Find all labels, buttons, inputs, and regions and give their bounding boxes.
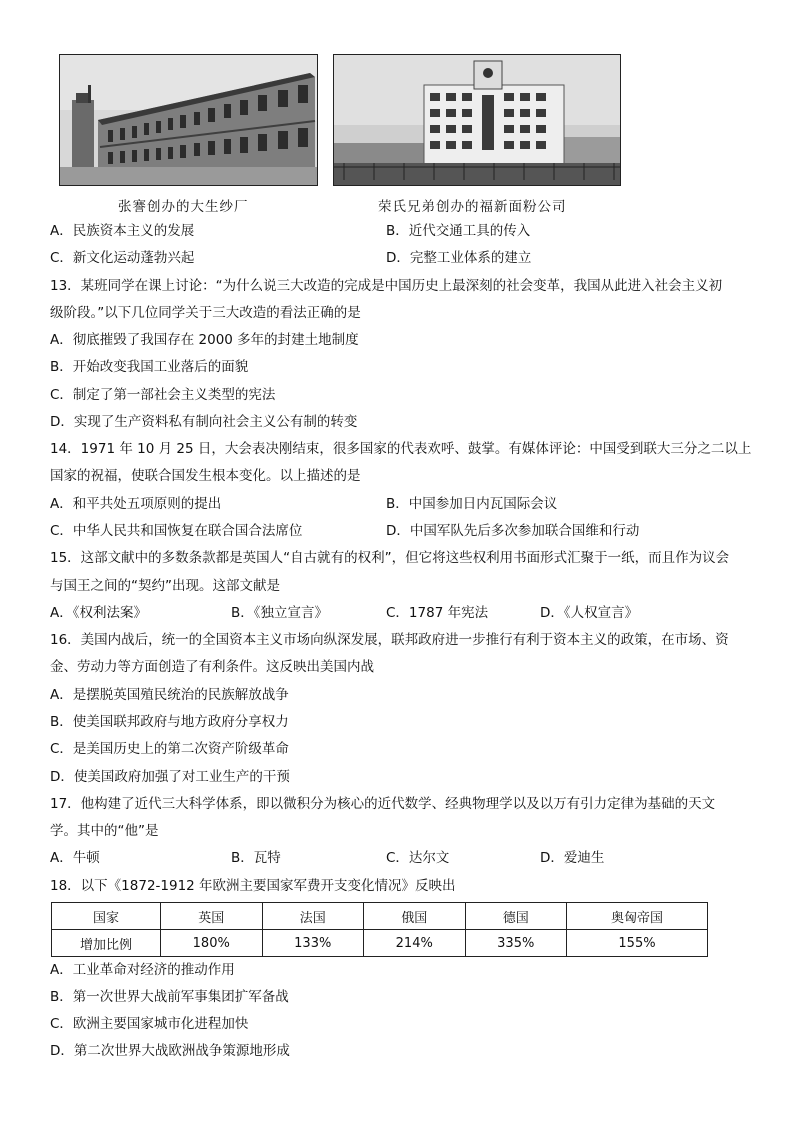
q18-stem: 18．以下《1872-1912 年欧洲主要国家军费开支变化情况》反映出 (50, 878, 456, 894)
table-header-cell: 法国 (262, 903, 364, 930)
table-header-cell: 国家 (52, 903, 161, 930)
q16-stem-line1: 16．美国内战后，统一的全国资本主义市场向纵深发展，联邦政府进一步推行有利于资本主义的政策，在市场、资 (50, 632, 729, 648)
q12-option-a[interactable]: A．民族资本主义的发展 (50, 223, 195, 239)
table-cell: 214% (364, 930, 466, 957)
q14-option-b[interactable]: B．中国参加日内瓦国际会议 (386, 496, 558, 512)
q17-stem-line2: 学。其中的“他”是 (50, 823, 159, 839)
table-cell: 180% (161, 930, 263, 957)
q12-option-c[interactable]: C．新文化运动蓬勃兴起 (50, 250, 195, 266)
q18-option-c[interactable]: C．欧洲主要国家城市化进程加快 (50, 1016, 249, 1032)
q16-stem-line2: 金、劳动力等方面创造了有利条件。这反映出美国内战 (50, 659, 374, 675)
table-header-cell: 英国 (161, 903, 263, 930)
q18-option-d[interactable]: D．第二次世界大战欧洲战争策源地形成 (50, 1043, 290, 1059)
flour-mill-photo (333, 54, 621, 186)
q16-option-a[interactable]: A．是摆脱英国殖民统治的民族解放战争 (50, 687, 289, 703)
q15-option-d[interactable]: D．《人权宣言》 (540, 605, 639, 621)
q14-option-d[interactable]: D．中国军队先后多次参加联合国维和行动 (386, 523, 640, 539)
table-cell: 335% (465, 930, 567, 957)
table-header-cell: 俄国 (364, 903, 466, 930)
q17-option-b[interactable]: B．瓦特 (231, 850, 281, 866)
q15-stem-line1: 15．这部文献中的多数条款都是英国人“自古就有的权利”，但它将这些权利用书面形式汇聚于一纸，而且作为议会 (50, 550, 730, 566)
table-header-cell: 奥匈帝国 (567, 903, 708, 930)
q13-option-b[interactable]: B．开始改变我国工业落后的面貌 (50, 359, 249, 375)
q13-option-d[interactable]: D．实现了生产资料私有制向社会主义公有制的转变 (50, 414, 358, 430)
q14-stem-line2: 国家的祝福，使联合国发生根本变化。以上描述的是 (50, 468, 361, 484)
table-cell: 133% (262, 930, 364, 957)
q18-option-b[interactable]: B．第一次世界大战前军事集团扩军备战 (50, 989, 289, 1005)
table-row (52, 930, 708, 957)
q18-option-a[interactable]: A．工业革命对经济的推动作用 (50, 962, 235, 978)
q17-option-a[interactable]: A．牛顿 (50, 850, 100, 866)
q14-option-a[interactable]: A．和平共处五项原则的提出 (50, 496, 222, 512)
q15-option-c[interactable]: C．1787 年宪法 (386, 605, 489, 621)
table-cell: 增加比例 (52, 930, 161, 957)
photo2-caption: 荣氏兄弟创办的福新面粉公司 (378, 199, 567, 215)
textile-mill-photo (59, 54, 318, 186)
q14-option-c[interactable]: C．中华人民共和国恢复在联合国合法席位 (50, 523, 303, 539)
q17-option-c[interactable]: C．达尔文 (386, 850, 450, 866)
q12-option-d[interactable]: D．完整工业体系的建立 (386, 250, 532, 266)
q15-option-b[interactable]: B．《独立宣言》 (231, 605, 329, 621)
table-header-cell: 德国 (465, 903, 567, 930)
q17-stem-line1: 17．他构建了近代三大科学体系，即以微积分为核心的近代数学、经典物理学以及以万有引力定律为基础的天文 (50, 796, 716, 812)
table-cell: 155% (567, 930, 708, 957)
q17-option-d[interactable]: D．爱迪生 (540, 850, 605, 866)
q12-option-b[interactable]: B．近代交通工具的传入 (386, 223, 531, 239)
q13-option-a[interactable]: A．彻底摧毁了我国存在 2000 多年的封建土地制度 (50, 332, 359, 348)
q13-option-c[interactable]: C．制定了第一部社会主义类型的宪法 (50, 387, 276, 403)
q13-stem-line2: 级阶段。”以下几位同学关于三大改造的看法正确的是 (50, 305, 361, 321)
q13-stem-line1: 13．某班同学在课上讨论：“为什么说三大改造的完成是中国历史上最深刻的社会变革，我国从此进入社会主义初 (50, 278, 723, 294)
q16-option-c[interactable]: C．是美国历史上的第二次资产阶级革命 (50, 741, 289, 757)
photo1-caption: 张謇创办的大生纱厂 (118, 199, 249, 215)
table-header-row (52, 903, 708, 930)
q15-option-a[interactable]: A．《权利法案》 (50, 605, 147, 621)
q16-option-b[interactable]: B．使美国联邦政府与地方政府分享权力 (50, 714, 289, 730)
q15-stem-line2: 与国王之间的“契约”出现。这部文献是 (50, 578, 280, 594)
q14-stem-line1: 14．1971 年 10 月 25 日，大会表决刚结束，很多国家的代表欢呼、鼓掌。有媒体评论：中国受到联大三分之二以上 (50, 441, 752, 457)
military-spending-table (51, 902, 708, 957)
q16-option-d[interactable]: D．使美国政府加强了对工业生产的干预 (50, 769, 290, 785)
